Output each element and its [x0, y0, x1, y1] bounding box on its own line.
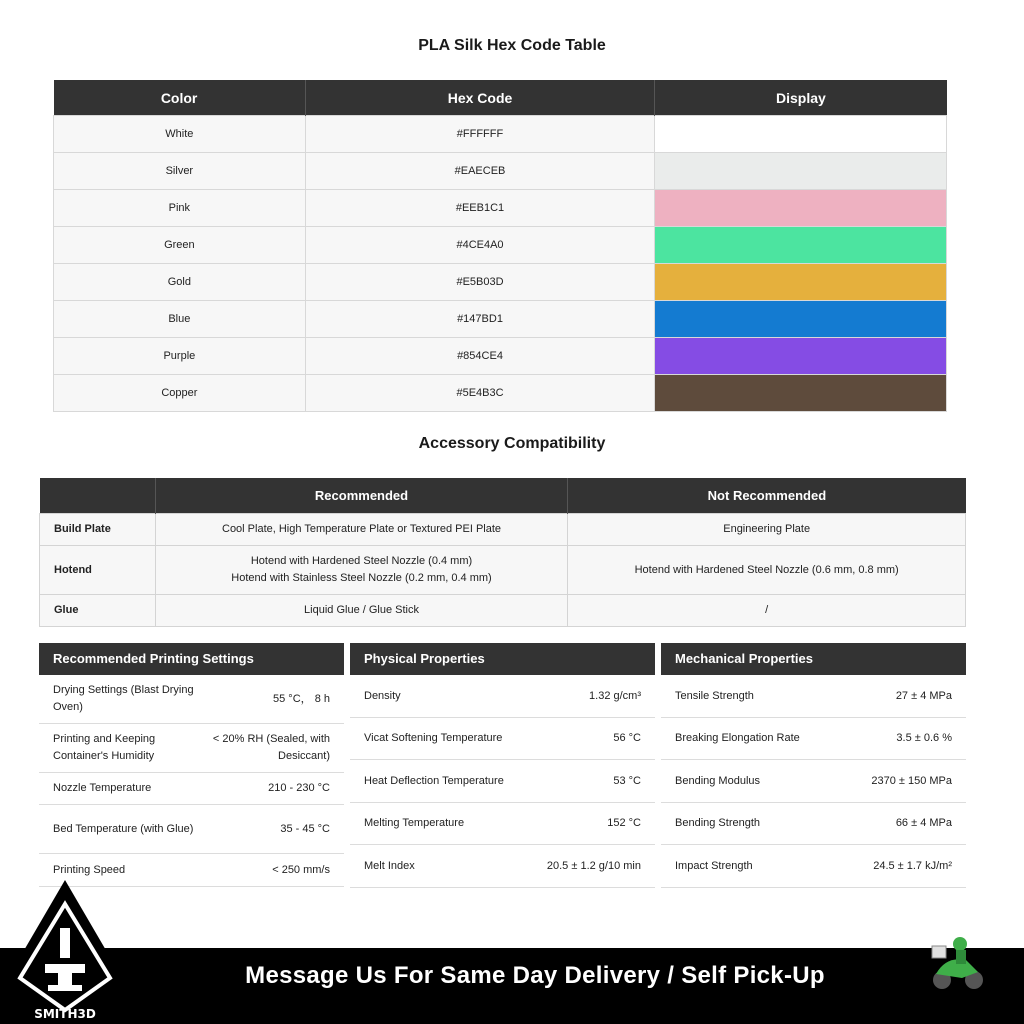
color-name: Copper	[54, 375, 306, 412]
header-color: Color	[54, 80, 306, 116]
property-label: Printing Speed	[53, 863, 126, 876]
header-display: Display	[655, 80, 947, 116]
color-swatch	[655, 190, 947, 227]
color-name: Green	[54, 227, 306, 264]
color-name: Pink	[54, 190, 306, 227]
property-value: 66 ± 4 MPa	[895, 817, 952, 829]
property-value: 27 ± 4 MPa	[895, 689, 952, 702]
panel-title: Mechanical Properties	[661, 643, 966, 675]
accessory-header	[40, 478, 966, 514]
anvil-shield-icon	[0, 878, 130, 1024]
hex-row	[54, 190, 947, 227]
property-value: 35 - 45 °C	[280, 822, 330, 835]
property-label: Melt Index	[364, 859, 415, 872]
hex-code: #FFFFFF	[305, 116, 655, 153]
hex-code: #E5B03D	[305, 264, 655, 301]
property-label: Breaking Elongation Rate	[675, 732, 800, 744]
accessory-row	[40, 595, 966, 627]
property-value: 53 °C	[613, 774, 641, 787]
hex-row	[54, 153, 947, 190]
property-value: 1.32 g/cm³	[589, 689, 641, 702]
color-swatch	[655, 264, 947, 301]
property-value: 24.5 ± 1.7 kJ/m²	[873, 859, 952, 872]
accessory-label: Hotend	[40, 546, 156, 595]
recommended-cell	[155, 595, 568, 627]
property-row	[661, 718, 966, 760]
hex-code: #854CE4	[305, 338, 655, 375]
accessory-title: Accessory Compatibility	[418, 435, 606, 452]
property-row	[661, 845, 966, 888]
property-row	[39, 773, 344, 805]
accessory-row	[40, 546, 966, 595]
property-value: < 20% RH (Sealed, with Desiccant)	[212, 733, 330, 762]
hex-row	[54, 227, 947, 264]
header-recommended: Recommended	[155, 478, 568, 514]
property-label: Melting Temperature	[364, 817, 465, 829]
accessory-row	[40, 514, 966, 546]
color-name: White	[54, 116, 306, 153]
property-label: Impact Strength	[675, 859, 753, 872]
color-swatch	[655, 338, 947, 375]
color-swatch	[655, 375, 947, 412]
hex-table-title: PLA Silk Hex Code Table	[418, 37, 606, 54]
property-label: Drying Settings (Blast Drying Oven)	[53, 684, 194, 713]
accessory-label: Build Plate	[40, 514, 156, 546]
hex-code-table	[53, 80, 947, 412]
not-recommended-cell: Hotend with Hardened Steel Nozzle (0.6 mm, 0.8 mm)	[568, 546, 966, 595]
not-recommended-cell: /	[568, 595, 966, 627]
property-value: 210 - 230 °C	[268, 782, 330, 794]
property-row	[350, 803, 655, 845]
property-row	[661, 803, 966, 845]
property-row	[350, 760, 655, 803]
property-value: 56 °C	[613, 732, 641, 744]
property-label: Bending Modulus	[675, 774, 761, 787]
property-row	[39, 724, 344, 773]
color-swatch	[655, 153, 947, 190]
panel-title: Physical Properties	[350, 643, 655, 675]
property-row	[350, 675, 655, 718]
property-value: 3.5 ± 0.6 %	[896, 732, 952, 744]
property-value: < 250 mm/s	[272, 863, 330, 876]
property-value: 20.5 ± 1.2 g/10 min	[546, 859, 641, 872]
property-row	[661, 675, 966, 718]
color-swatch	[655, 301, 947, 338]
color-name: Silver	[54, 153, 306, 190]
property-label: Bed Temperature (with Glue)	[53, 822, 194, 835]
hex-row	[54, 338, 947, 375]
header-not-recommended: Not Recommended	[568, 478, 966, 514]
recommended-cell	[155, 546, 568, 595]
mechanical-properties-panel	[661, 643, 966, 888]
hex-code: #4CE4A0	[305, 227, 655, 264]
hex-row	[54, 116, 947, 153]
header-hex-code: Hex Code	[305, 80, 655, 116]
recommended-cell	[155, 514, 568, 546]
color-name: Purple	[54, 338, 306, 375]
recommended-item: Hotend with Hardened Steel Nozzle (0.4 mm)	[250, 555, 473, 567]
color-name: Blue	[54, 301, 306, 338]
hex-code: #EEB1C1	[305, 190, 655, 227]
printing-settings-panel	[39, 643, 344, 887]
hex-code: #EAECEB	[305, 153, 655, 190]
property-value: 152 °C	[607, 817, 641, 829]
property-label: Heat Deflection Temperature	[364, 774, 504, 787]
property-row	[39, 675, 344, 724]
recommended-item: Liquid Glue / Glue Stick	[304, 604, 419, 616]
footer-message: Message Us For Same Day Delivery / Self Pick-Up	[245, 962, 825, 989]
property-row	[350, 845, 655, 888]
property-value: 55 °C， 8 h	[273, 692, 330, 705]
hex-row	[54, 264, 947, 301]
recommended-item: Cool Plate, High Temperature Plate or Textured PEI Plate	[222, 523, 502, 535]
brand-text: SMITH3D	[34, 1007, 96, 1021]
header-blank	[40, 478, 156, 514]
property-label: Bending Strength	[675, 817, 761, 829]
hex-row	[54, 301, 947, 338]
hex-code: #147BD1	[305, 301, 655, 338]
hex-code: #5E4B3C	[305, 375, 655, 412]
property-label: Tensile Strength	[675, 689, 754, 702]
color-swatch	[655, 116, 947, 153]
property-row	[39, 805, 344, 854]
accessory-table	[39, 478, 966, 627]
property-row	[661, 760, 966, 803]
physical-properties-panel	[350, 643, 655, 888]
property-value: 2370 ± 150 MPa	[871, 774, 952, 787]
delivery-scooter-icon	[926, 930, 992, 996]
recommended-item: Hotend with Stainless Steel Nozzle (0.2 mm, 0.4 mm)	[231, 572, 492, 584]
color-swatch	[655, 227, 947, 264]
accessory-label: Glue	[40, 595, 156, 627]
color-name: Gold	[54, 264, 306, 301]
not-recommended-cell: Engineering Plate	[568, 514, 966, 546]
property-label: Vicat Softening Temperature	[364, 732, 503, 744]
property-label: Printing and Keeping Container's Humidity	[53, 733, 156, 762]
property-label: Density	[364, 689, 401, 702]
hex-row	[54, 375, 947, 412]
hex-table-header	[54, 80, 947, 116]
property-row	[350, 718, 655, 760]
panel-title: Recommended Printing Settings	[39, 643, 344, 675]
property-label: Nozzle Temperature	[53, 782, 152, 794]
